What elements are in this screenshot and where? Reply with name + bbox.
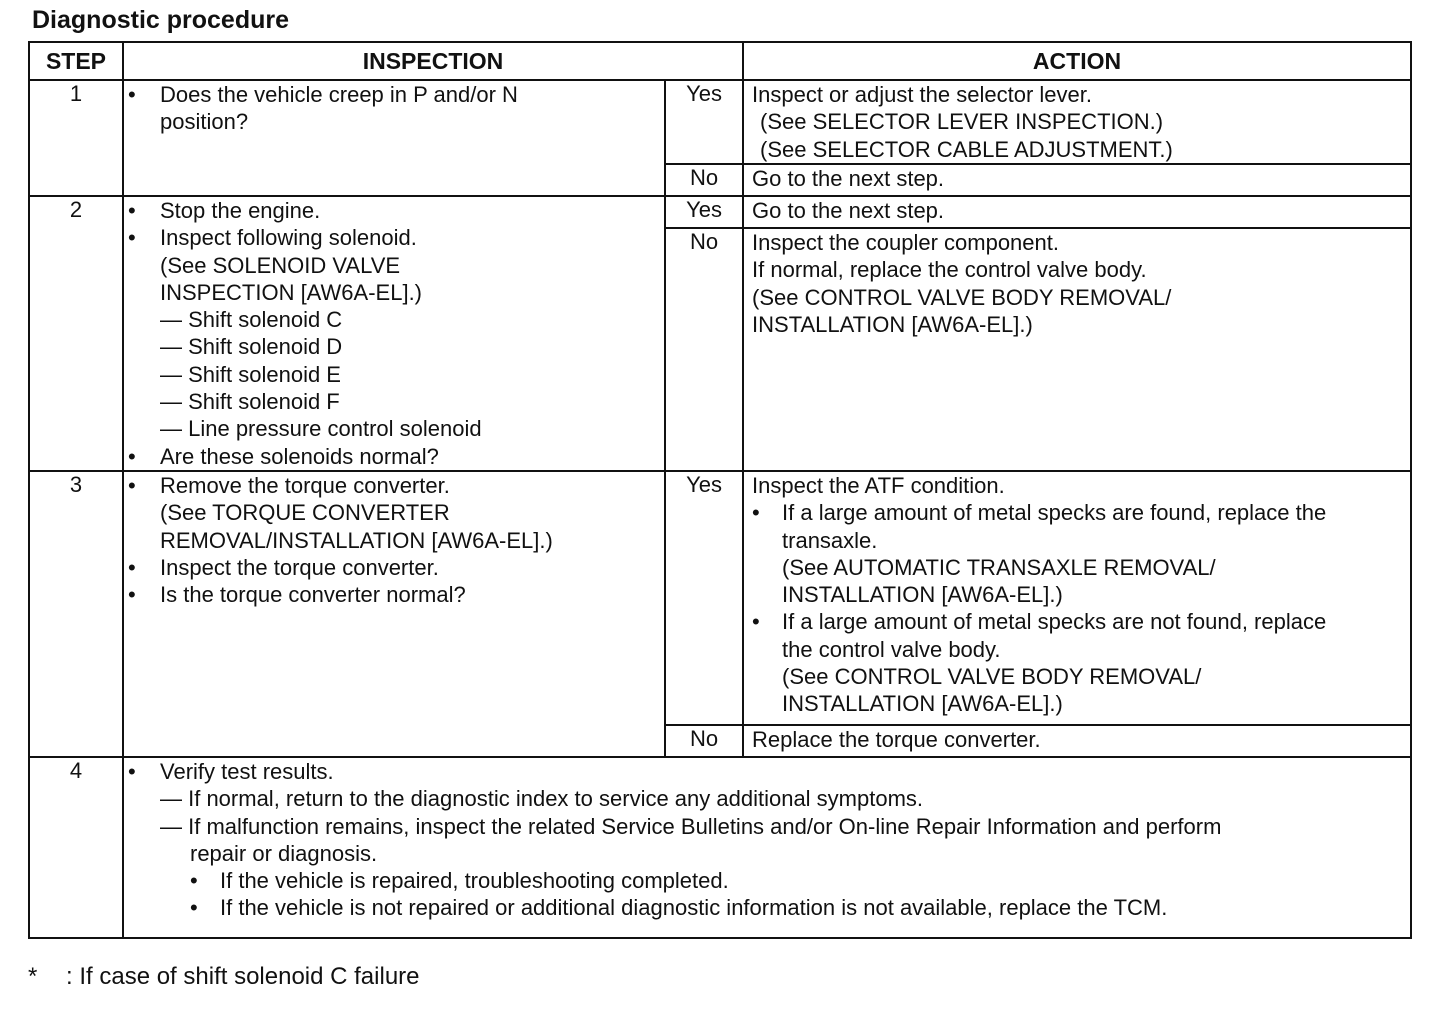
- text-line: the control valve body.: [782, 636, 1001, 662]
- text-line: position?: [160, 109, 249, 135]
- footnote-marker: *: [28, 963, 38, 990]
- no-label: No: [665, 228, 743, 471]
- footnote: [28, 962, 420, 992]
- text-line: (See CONTROL VALVE BODY REMOVAL/: [782, 664, 1202, 690]
- text-line: Inspect the ATF condition.: [752, 472, 1005, 498]
- no-action-cell: [743, 228, 1411, 471]
- text-line: • If a large amount of metal specks are found, replace the: [744, 499, 1410, 526]
- text-line: Go to the next step.: [752, 198, 945, 223]
- step-row: [29, 757, 1411, 938]
- footnote-text: : If case of shift solenoid C failure: [66, 963, 420, 990]
- text-line: • Does the vehicle creep in P and/or N: [124, 81, 664, 108]
- text-line: INSTALLATION [AW6A-EL].): [782, 691, 1063, 717]
- text-line: • Remove the torque converter.: [124, 472, 664, 499]
- text-line: • Stop the engine.: [124, 197, 664, 224]
- header-action: ACTION: [743, 42, 1411, 80]
- step-number: 4: [29, 757, 123, 938]
- text-line: — Shift solenoid E: [160, 361, 341, 387]
- text-line: — Shift solenoid C: [160, 307, 343, 333]
- step-number: 3: [29, 471, 123, 757]
- page-title: Diagnostic procedure: [32, 6, 289, 34]
- text-line: (See SOLENOID VALVE: [160, 252, 401, 278]
- text-line: — Line pressure control solenoid: [160, 416, 482, 442]
- no-label: No: [665, 164, 743, 196]
- text-line: • If the vehicle is repaired, troubleshooting completed.: [124, 867, 1410, 894]
- text-line: INSTALLATION [AW6A-EL].): [782, 582, 1063, 608]
- text-line: Inspect or adjust the selector lever.: [752, 82, 1092, 107]
- yes-label: Yes: [665, 80, 743, 164]
- yes-label: Yes: [665, 196, 743, 228]
- text-line: (See SELECTOR CABLE ADJUSTMENT.): [760, 136, 1173, 162]
- no-action-cell: [743, 725, 1411, 757]
- inspection-cell: [123, 196, 665, 471]
- text-line: (See AUTOMATIC TRANSAXLE REMOVAL/: [782, 554, 1216, 580]
- step-number: 1: [29, 80, 123, 196]
- text-line: — If normal, return to the diagnostic index to service any additional symptoms.: [160, 786, 924, 812]
- text-line: REMOVAL/INSTALLATION [AW6A-EL].): [160, 527, 553, 553]
- text-line: • Inspect following solenoid.: [124, 224, 664, 251]
- text-line: repair or diagnosis.: [190, 840, 378, 866]
- inspection-cell: [123, 471, 665, 757]
- text-line: (See CONTROL VALVE BODY REMOVAL/: [752, 284, 1172, 310]
- step-row: [29, 196, 1411, 228]
- text-line: Go to the next step.: [752, 166, 945, 191]
- text-line: — If malfunction remains, inspect the related Service Bulletins and/or On-line Repair Information and perform: [160, 813, 1222, 839]
- text-line: • Inspect the torque converter.: [124, 554, 664, 581]
- text-line: (See SELECTOR LEVER INSPECTION.): [760, 109, 1164, 135]
- text-line: — Shift solenoid F: [160, 389, 340, 415]
- no-label: No: [665, 725, 743, 757]
- text-line: • If a large amount of metal specks are not found, replace: [744, 608, 1410, 635]
- text-line: • Is the torque converter normal?: [124, 581, 664, 608]
- no-action-cell: [743, 164, 1411, 196]
- text-line: • If the vehicle is not repaired or additional diagnostic information is not available, replace the TCM.: [124, 894, 1410, 921]
- yes-action-cell: [743, 471, 1411, 725]
- yes-action-cell: [743, 80, 1411, 164]
- text-line: INSPECTION [AW6A-EL].): [160, 279, 423, 305]
- step-number: 2: [29, 196, 123, 471]
- header-inspection: INSPECTION: [123, 42, 743, 80]
- step-row: [29, 80, 1411, 164]
- text-line: (See TORQUE CONVERTER: [160, 500, 450, 526]
- text-line: • Are these solenoids normal?: [124, 443, 664, 470]
- text-line: transaxle.: [782, 527, 878, 553]
- step-row: [29, 471, 1411, 725]
- text-line: • Verify test results.: [124, 758, 1410, 785]
- yes-action-cell: [743, 196, 1411, 228]
- text-line: INSTALLATION [AW6A-EL].): [752, 312, 1033, 337]
- verify-cell: [123, 757, 1411, 938]
- text-line: Inspect the coupler component.: [752, 230, 1059, 256]
- diagnostic-procedure-table: [28, 41, 1412, 939]
- header-step: STEP: [29, 42, 123, 80]
- text-line: Replace the torque converter.: [752, 726, 1041, 752]
- yes-label: Yes: [665, 471, 743, 725]
- inspection-cell: [123, 80, 665, 196]
- text-line: — Shift solenoid D: [160, 334, 343, 360]
- header-row: [29, 42, 1411, 80]
- text-line: If normal, replace the control valve body.: [752, 257, 1147, 283]
